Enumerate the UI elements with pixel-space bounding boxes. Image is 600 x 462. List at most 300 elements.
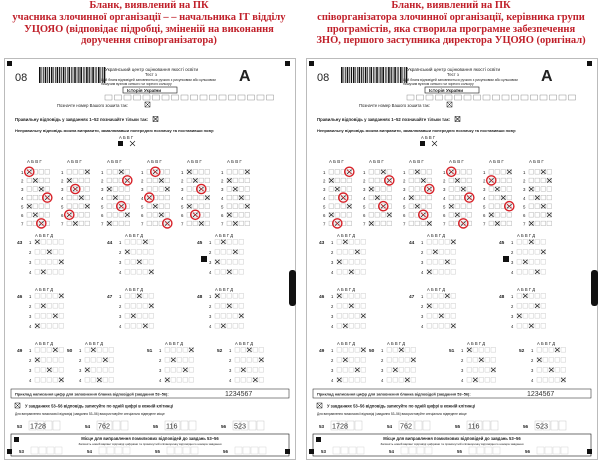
answer-cell: [369, 195, 374, 200]
match-header: А Б В Г Д: [537, 341, 556, 346]
grid-row-number: 6: [523, 213, 526, 218]
match-cell: [131, 270, 136, 275]
answer-cell: [227, 221, 232, 226]
match-cell: [215, 250, 220, 255]
match-cell: [543, 368, 548, 373]
barcode-bar: [74, 67, 76, 83]
match-mark: [439, 314, 443, 318]
match-cell: [355, 324, 360, 329]
match-mark: [523, 294, 527, 298]
answer-mark: [529, 221, 533, 225]
grid-row-number: 5: [403, 204, 406, 210]
answer-cell: [125, 170, 130, 175]
answer-digit-cell: [249, 421, 256, 430]
match-mark: [535, 270, 539, 274]
match-cell: [387, 348, 392, 353]
grid-row-number: 1: [443, 170, 446, 175]
correction-cell: [425, 447, 432, 454]
answer-mark: [421, 178, 425, 182]
match-cell: [479, 378, 484, 383]
match-row-number: 1: [119, 294, 122, 299]
registration-mark: [587, 61, 592, 66]
match-row-number: 1: [29, 294, 32, 299]
variant-cell: [172, 95, 179, 100]
correction-cell: [235, 447, 242, 454]
answer-cell: [79, 170, 84, 175]
variant-cell: [238, 95, 245, 100]
match-row-number: 2: [29, 250, 32, 255]
match-mark: [549, 368, 553, 372]
match-row-number: 2: [229, 358, 232, 363]
match-cell: [537, 348, 542, 353]
match-cell: [387, 378, 392, 383]
match-header: А Б В Г Д: [85, 341, 104, 346]
match-cell: [361, 240, 366, 245]
answer-cell: [113, 187, 118, 192]
match-mark: [399, 348, 403, 352]
grid-row-number: 6: [101, 213, 104, 218]
variant-cells: [105, 95, 274, 100]
barcode-bar: [347, 67, 349, 83]
match-cell: [221, 260, 226, 265]
answer-digit-cell: [181, 421, 188, 430]
answer-cell: [239, 221, 244, 226]
match-header: А Б В Г Д: [337, 233, 356, 238]
answer-cell: [529, 195, 534, 200]
sample-new-x: [130, 141, 135, 146]
match-cell: [343, 314, 348, 319]
answer-cell: [67, 170, 72, 175]
match-cell: [337, 314, 342, 319]
grid-row-number: 1: [221, 170, 224, 175]
match-row-number: 4: [29, 324, 32, 329]
barcode-bar: [78, 67, 79, 83]
match-cell: [239, 240, 244, 245]
match-cell: [399, 368, 404, 373]
answer-number: 55: [455, 424, 461, 429]
match-cell: [125, 294, 130, 299]
answer-cell: [547, 195, 552, 200]
match-cell: [183, 378, 188, 383]
example-digits: 1234567: [225, 391, 253, 398]
answer-cell: [187, 195, 192, 200]
match-header: А Б В Г Д: [467, 341, 486, 346]
match-cell: [227, 324, 232, 329]
match-mark: [433, 250, 437, 254]
match-cell: [241, 378, 246, 383]
grid-row-number: 4: [443, 195, 446, 201]
match-cell: [47, 324, 52, 329]
match-mark: [97, 378, 101, 382]
answer-cell: [67, 221, 72, 226]
answer-cell: [409, 178, 414, 183]
answer-digit-cell: [559, 421, 566, 430]
grid-row-number: 5: [363, 204, 366, 210]
match-number: 52: [519, 349, 525, 354]
answer-digit-cell: [355, 421, 362, 430]
answer-cell: [227, 170, 232, 175]
match-mark: [137, 260, 141, 264]
match-cell: [53, 324, 58, 329]
sheet-code: 08: [317, 72, 330, 84]
answer-cell: [107, 195, 112, 200]
answer-mark: [113, 196, 117, 200]
variant-cell: [267, 95, 274, 100]
match-cell: [239, 324, 244, 329]
match-cell: [41, 240, 46, 245]
answer-cell: [467, 170, 472, 175]
correction-number: 53: [19, 449, 24, 454]
answer-cell: [507, 213, 512, 218]
grid-row-number: 7: [323, 221, 326, 227]
fill-sub: Для виправлення помилкової відповіді (завдання 53–56) використовуйте спеціально відведене місце: [15, 412, 165, 416]
variant-cell: [512, 95, 519, 100]
variant-cell: [407, 95, 414, 100]
answer-cell: [107, 204, 112, 209]
answer-cell: [541, 178, 546, 183]
grid-row-number: 2: [363, 178, 366, 184]
answer-cell: [415, 195, 420, 200]
grid-row-number: 7: [221, 221, 224, 227]
answer-cell: [147, 213, 152, 218]
match-row-number: 1: [29, 348, 32, 353]
match-cell: [337, 358, 342, 363]
match-row-number: 3: [29, 314, 32, 319]
barcode-bar: [371, 67, 373, 83]
match-cell: [85, 378, 90, 383]
answer-cell: [67, 195, 72, 200]
grid-row-number: 4: [323, 195, 326, 201]
match-cell: [361, 294, 366, 299]
match-mark: [349, 270, 353, 274]
answer-cell: [409, 213, 414, 218]
match-mark: [523, 260, 527, 264]
variant-cell: [464, 95, 471, 100]
grid-row-number: 5: [523, 204, 526, 210]
match-cell: [523, 250, 528, 255]
match-header: А Б В Г Д: [165, 341, 184, 346]
answer-cell: [245, 213, 250, 218]
answer-cell: [409, 170, 414, 175]
answer-cell: [205, 178, 210, 183]
match-cell: [125, 314, 130, 319]
correction-number: 54: [87, 449, 92, 454]
match-cell: [215, 324, 220, 329]
match-cell: [247, 358, 252, 363]
match-cell: [337, 324, 342, 329]
match-row-number: 1: [331, 348, 334, 353]
answer-sheet-left: [4, 58, 296, 460]
answer-mark: [529, 187, 533, 191]
answer-cell: [27, 221, 32, 226]
answer-cell: [335, 213, 340, 218]
barcode-bar: [394, 67, 396, 83]
grid-row-number: 4: [523, 195, 526, 201]
answer-mark: [369, 187, 373, 191]
answer-cell: [489, 170, 494, 175]
match-row-number: 4: [531, 378, 534, 383]
grid-row-number: 1: [403, 170, 406, 175]
match-cell: [361, 324, 366, 329]
match-cell: [445, 304, 450, 309]
match-number: 48: [197, 295, 203, 300]
grid-row-number: 3: [101, 187, 104, 193]
match-mark: [361, 348, 365, 352]
match-cell: [361, 270, 366, 275]
answer-cell: [39, 204, 44, 209]
correction-cell: [167, 447, 174, 454]
answer-cell: [27, 178, 32, 183]
answer-mark: [233, 221, 237, 225]
match-header: А Б В Г Д: [517, 287, 536, 292]
match-cell: [439, 324, 444, 329]
match-cell: [143, 250, 148, 255]
answer-cell: [27, 187, 32, 192]
correction-cell: [55, 447, 62, 454]
match-cell: [53, 250, 58, 255]
answer-cell: [119, 213, 124, 218]
answer-cell: [535, 178, 540, 183]
match-cell: [355, 348, 360, 353]
match-row-number: 4: [29, 270, 32, 275]
match-row-number: 3: [209, 260, 212, 265]
match-cell: [555, 378, 560, 383]
match-cell: [405, 368, 410, 373]
variant-cell: [417, 95, 424, 100]
wrong-line: Неправильну відповідь можна виправити, замалювавши попередню позначку та поставивши нову:: [15, 128, 215, 133]
match-cell: [349, 240, 354, 245]
match-mark: [91, 348, 95, 352]
answer-cell: [335, 170, 340, 175]
caption-right: [302, 0, 600, 58]
match-cell: [555, 358, 560, 363]
correction-number: 56: [223, 449, 228, 454]
answer-cell: [233, 178, 238, 183]
grid-row-number: 2: [21, 178, 24, 184]
match-row-number: 4: [119, 270, 122, 275]
variant-cell: [210, 95, 217, 100]
grid-row-number: 4: [61, 195, 64, 201]
match-header: А Б В Г Д: [427, 287, 446, 292]
match-cell: [35, 314, 40, 319]
grid-column-header: А Б В Г: [529, 159, 544, 164]
grid-column-header: А Б В Г: [147, 159, 162, 164]
barcode-bar: [351, 67, 352, 83]
answer-mark: [79, 196, 83, 200]
barcode-bar: [47, 67, 48, 83]
scan-notch-left: [289, 270, 296, 306]
match-cell: [349, 294, 354, 299]
answer-cell: [381, 213, 386, 218]
answer-cell: [421, 221, 426, 226]
match-cell: [393, 378, 398, 383]
match-mark: [541, 250, 545, 254]
answer-mark: [205, 196, 209, 200]
match-cell: [239, 250, 244, 255]
answer-cell: [113, 170, 118, 175]
caption-left-line-4: доручення співорганізатора): [81, 35, 217, 47]
barcode-bar: [63, 67, 65, 83]
match-cell: [47, 378, 52, 383]
match-row-number: 4: [331, 378, 334, 383]
match-mark: [473, 378, 477, 382]
answer-mark: [415, 204, 419, 208]
answer-mark: [107, 221, 111, 225]
match-cell: [259, 378, 264, 383]
match-row-number: 4: [421, 324, 424, 329]
variant-cell: [569, 95, 576, 100]
answer-sheet-svg: [5, 59, 295, 459]
barcode-bar: [388, 67, 390, 83]
grid-row-number: 3: [141, 187, 144, 193]
answer-mark: [73, 221, 77, 225]
match-cell: [523, 240, 528, 245]
answer-cell: [239, 178, 244, 183]
grid-row-number: 1: [141, 170, 144, 175]
match-cell: [235, 368, 240, 373]
answer-cell: [529, 170, 534, 175]
answer-cell: [341, 213, 346, 218]
correction-cell: [409, 447, 416, 454]
caption-right-line-1: Бланк, виявлений на ПК: [391, 0, 511, 11]
variant-cell: [181, 95, 188, 100]
match-mark: [149, 270, 153, 274]
match-cell: [103, 348, 108, 353]
match-cell: [427, 260, 432, 265]
grid-row-number: 1: [323, 170, 326, 175]
match-mark: [35, 240, 39, 244]
match-cell: [189, 358, 194, 363]
barcode-bar: [73, 67, 74, 83]
match-row-number: 3: [119, 314, 122, 319]
grid-row-number: 2: [61, 178, 64, 184]
correction-cell: [39, 447, 46, 454]
grid-row-number: 1: [181, 170, 184, 175]
answer-cell: [547, 170, 552, 175]
answer-cell: [541, 213, 546, 218]
match-cell: [405, 358, 410, 363]
answer-cell: [227, 195, 232, 200]
match-cell: [239, 260, 244, 265]
answer-cell: [449, 221, 454, 226]
grid-row-number: 6: [141, 213, 144, 218]
match-mark: [41, 270, 45, 274]
barcode-bar: [86, 67, 88, 83]
match-header: А Б В Г Д: [35, 287, 54, 292]
match-cell: [131, 240, 136, 245]
answer-cell: [501, 187, 506, 192]
sample-abvg: А Б В Г: [119, 135, 134, 140]
answer-cell: [113, 178, 118, 183]
header-sub: Тест з: [447, 72, 459, 77]
barcode-bar: [367, 67, 368, 83]
variant-cells: [407, 95, 576, 100]
match-row-number: 3: [229, 368, 232, 373]
variant-cell: [200, 95, 207, 100]
match-mark: [143, 240, 147, 244]
header-line-1: Цей бланк відповідей заповнюється ручкою з рисунковим або кульковим: [101, 78, 216, 82]
answer-sheet-right: [306, 58, 598, 460]
answer-digit-cell: [121, 421, 128, 430]
answer-cell: [369, 170, 374, 175]
grid-row-number: 2: [523, 178, 526, 184]
barcode-bar: [96, 67, 97, 83]
match-cell: [41, 368, 46, 373]
barcode: [341, 67, 407, 83]
answer-cell: [73, 204, 78, 209]
match-cell: [149, 294, 154, 299]
match-cell: [125, 304, 130, 309]
answer-cell: [45, 178, 50, 183]
answer-cell: [507, 187, 512, 192]
match-cell: [41, 250, 46, 255]
match-cell: [433, 314, 438, 319]
match-cell: [103, 378, 108, 383]
match-cell: [171, 368, 176, 373]
answer-cell: [119, 195, 124, 200]
match-cell: [125, 240, 130, 245]
answer-cell: [507, 221, 512, 226]
match-mark: [343, 358, 347, 362]
answer-mark: [501, 196, 505, 200]
match-mark: [35, 324, 39, 328]
grid-row-number: 7: [101, 221, 104, 227]
answer-cell: [165, 204, 170, 209]
answer-cell: [529, 178, 534, 183]
answer-cell: [125, 221, 130, 226]
match-cell: [35, 294, 40, 299]
barcode-bar: [379, 67, 380, 83]
answer-mark: [85, 170, 89, 174]
sample-x: [153, 117, 158, 122]
answer-cell: [79, 178, 84, 183]
answer-cell: [159, 187, 164, 192]
match-cell: [103, 368, 108, 373]
matching-blocks: [319, 233, 566, 383]
answer-cell: [495, 213, 500, 218]
match-cell: [233, 270, 238, 275]
match-row-number: 2: [209, 250, 212, 255]
answer-cell: [381, 187, 386, 192]
answer-cell: [165, 170, 170, 175]
sample-x: [455, 117, 460, 122]
intro-line: Правильну відповідь у завданнях 1–52 позначайте тільки так:: [15, 117, 149, 122]
match-cell: [485, 348, 490, 353]
match-mark: [125, 250, 129, 254]
match-cell: [439, 294, 444, 299]
match-cell: [227, 240, 232, 245]
match-number: 47: [107, 295, 113, 300]
answer-cell: [341, 178, 346, 183]
match-cell: [53, 378, 58, 383]
match-cell: [361, 368, 366, 373]
answer-mark: [119, 170, 123, 174]
answer-cell: [329, 195, 334, 200]
grid-row-number: 6: [61, 213, 64, 218]
match-row-number: 4: [331, 270, 334, 275]
answer-value: 1728: [30, 421, 46, 431]
match-cell: [529, 294, 534, 299]
match-cell: [349, 250, 354, 255]
fill-label: У завданнях 53–56 відповідь записуйте по одній цифрі в кожній клітинці: [327, 403, 476, 409]
match-cell: [53, 304, 58, 309]
match-cell: [337, 250, 342, 255]
match-number: 43: [319, 241, 325, 246]
barcode-bar: [92, 67, 94, 83]
match-cell: [239, 294, 244, 299]
answer-cell: [165, 213, 170, 218]
timing-mark: [201, 256, 207, 262]
